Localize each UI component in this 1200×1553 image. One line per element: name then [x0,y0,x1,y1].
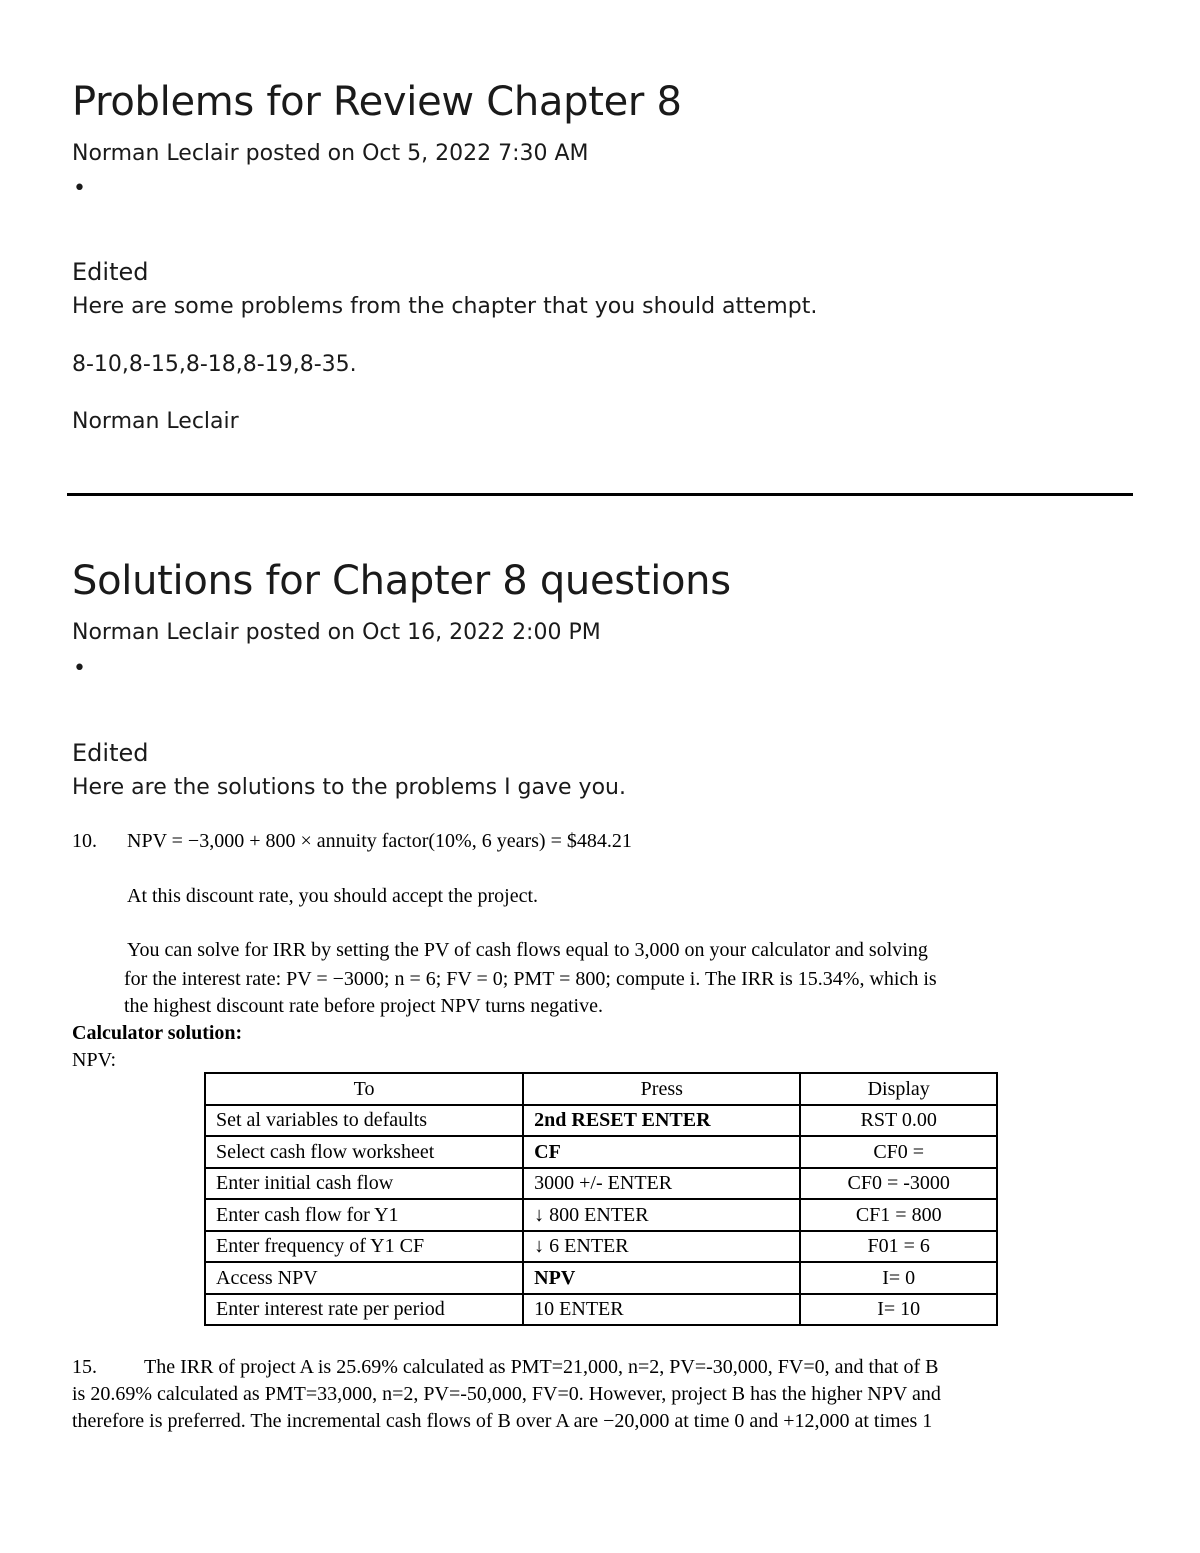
q10-number: 10. [72,830,97,852]
cell-display: I= 10 [800,1294,997,1326]
table-row [205,1168,997,1200]
q10-irr-line-2: for the interest rate: PV = −3000; n = 6; FV = 0; PMT = 800; compute i. The IRR is 15.34%, which is [124,968,937,990]
cell-to: Enter frequency of Y1 CF [205,1231,523,1263]
table-row [205,1262,997,1294]
q10-accept-line: At this discount rate, you should accept the project. [127,885,539,907]
cell-display: F01 = 6 [800,1231,997,1263]
calc-npv-label: NPV: [72,1049,117,1071]
q15-number: 15. [72,1356,97,1378]
q10-npv-line: NPV = −3,000 + 800 × annuity factor(10%, 6 years) = $484.21 [127,830,632,852]
table-row [205,1231,997,1263]
cell-press: ↓ 800 ENTER [523,1199,800,1231]
cell-to: Enter initial cash flow [205,1168,523,1200]
header-to: To [205,1073,523,1105]
calculator-table [204,1072,998,1326]
post1-signature: Norman Leclair [72,409,239,434]
post1-edited-label: Edited [72,258,149,286]
cell-to: Enter cash flow for Y1 [205,1199,523,1231]
q15-line-3: therefore is preferred. The incremental cash flows of B over A are −20,000 at time 0 and +12,000 at times 1 [72,1410,933,1432]
table-header-row [205,1073,997,1105]
header-press: Press [523,1073,800,1105]
post2-edited-label: Edited [72,739,149,767]
post2-intro: Here are the solutions to the problems I gave you. [72,775,626,800]
cell-display: I= 0 [800,1262,997,1294]
post2-byline: Norman Leclair posted on Oct 16, 2022 2:00 PM [72,620,601,645]
post1-byline: Norman Leclair posted on Oct 5, 2022 7:30 AM [72,141,589,166]
cell-to: Select cash flow worksheet [205,1136,523,1168]
cell-display: CF0 = [800,1136,997,1168]
table-row [205,1105,997,1137]
table-row [205,1199,997,1231]
q15-line-1: The IRR of project A is 25.69% calculated as PMT=21,000, n=2, PV=-30,000, FV=0, and that of B [144,1356,939,1378]
table-row [205,1136,997,1168]
post2-bullet: • [73,656,86,681]
q10-irr-line-1: You can solve for IRR by setting the PV of cash flows equal to 3,000 on your calculator and solving [127,939,928,961]
cell-press: 2nd RESET ENTER [523,1105,800,1137]
cell-press: 10 ENTER [523,1294,800,1326]
cell-to: Set al variables to defaults [205,1105,523,1137]
q10-irr-line-3: the highest discount rate before project NPV turns negative. [124,995,603,1017]
cell-press: 3000 +/- ENTER [523,1168,800,1200]
post1-intro: Here are some problems from the chapter that you should attempt. [72,294,818,319]
cell-press: ↓ 6 ENTER [523,1231,800,1263]
cell-to: Enter interest rate per period [205,1294,523,1326]
cell-display: RST 0.00 [800,1105,997,1137]
header-display: Display [800,1073,997,1105]
post1-bullet: • [73,176,86,201]
cell-press: CF [523,1136,800,1168]
q15-line-2: is 20.69% calculated as PMT=33,000, n=2, PV=-50,000, FV=0. However, project B has the higher NPV and [72,1383,941,1405]
calc-heading: Calculator solution: [72,1022,243,1044]
cell-display: CF1 = 800 [800,1199,997,1231]
table-row [205,1294,997,1326]
cell-to: Access NPV [205,1262,523,1294]
post2-title: Solutions for Chapter 8 questions [72,558,731,604]
post1-title: Problems for Review Chapter 8 [72,79,682,125]
cell-display: CF0 = -3000 [800,1168,997,1200]
cell-press: NPV [523,1262,800,1294]
post-divider [67,493,1133,496]
post1-problem-list: 8-10,8-15,8-18,8-19,8-35. [72,352,357,377]
